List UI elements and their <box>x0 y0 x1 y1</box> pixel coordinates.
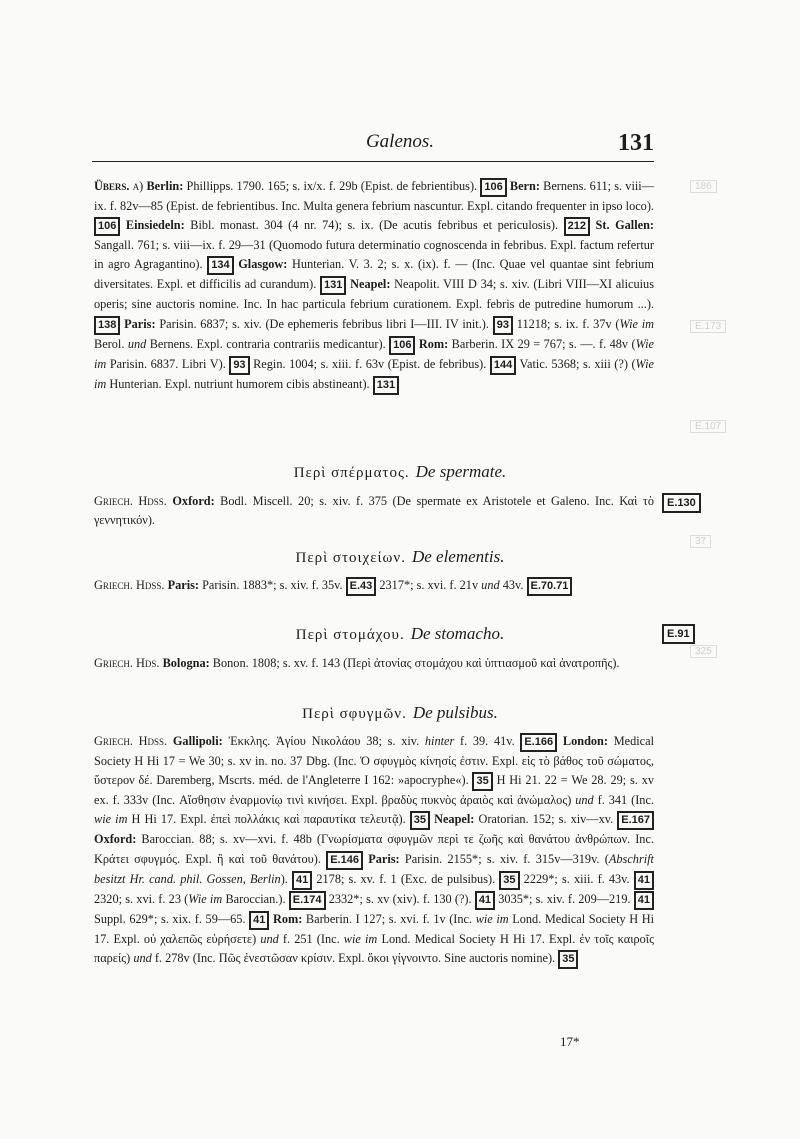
library-label: Paris: <box>124 316 156 331</box>
ref-box: E.146 <box>326 851 363 870</box>
text-italic: Wie im <box>619 316 655 331</box>
signature-mark: 17* <box>560 1034 580 1049</box>
text: f. 39. 41v. <box>454 734 521 748</box>
text-italic: Wie im <box>94 356 654 391</box>
text-italic: wie im <box>475 911 509 926</box>
library-label: Oxford: <box>172 494 215 508</box>
ref-box: 106 <box>94 217 120 236</box>
text-italic: und <box>481 578 500 592</box>
section-label: Griech. Hdss. <box>94 734 168 748</box>
section-heading <box>0 703 800 723</box>
show-through-mark: 186 <box>690 180 717 193</box>
text-italic: und <box>260 931 279 946</box>
text-italic: und <box>133 950 152 965</box>
text: Bernens. Expl. contraria contrariis medicantur). <box>146 336 390 351</box>
text-italic: Abschrift besitzt Hr. cand. phil. Gossen, Berlin <box>94 851 654 886</box>
library-label: Paris: <box>368 851 400 866</box>
library-label: Rom: <box>418 336 449 351</box>
section-elementis <box>94 576 654 596</box>
text: 2332*; s. xv (xiv). f. 130 (?). <box>325 891 475 906</box>
library-label: Glasgow: <box>238 257 288 272</box>
ref-box: 106 <box>480 178 506 197</box>
text: Parisin. 6837; s. xiv. (De ephemeris febribus libri I—III. IV init.). <box>155 316 493 331</box>
show-through-mark: 325 <box>690 645 717 658</box>
text: 2178; s. xv. f. 1 (Exc. de pulsibus). <box>312 871 500 886</box>
text: Suppl. 629*; s. xix. f. 59—65. <box>94 911 250 926</box>
section-spermate <box>94 492 654 530</box>
ref-box: 35 <box>499 871 519 890</box>
text: Parisin. 2155*; s. xiv. f. 315v—319v. ( <box>399 851 609 866</box>
library-label: Neapel: <box>434 812 475 827</box>
ref-box: 35 <box>472 772 492 791</box>
text: Baroccian.). <box>222 891 289 906</box>
library-label: Gallipoli: <box>172 734 223 748</box>
ref-box: 41 <box>475 891 495 910</box>
page-number: 131 <box>618 130 654 156</box>
text: f. 251 (Inc. <box>278 931 344 946</box>
text: Neapolit. VIII D 34; s. xiv. (Libri VIII—XI alicuius operis; sine auctoris nomine. Inc. In hac particula febrium curationem. Expl. febris de putredine humorum ...). <box>94 277 654 312</box>
text: Barberin. IX 29 = 767; s. —. f. 48v ( <box>448 336 636 351</box>
text: Barberin. I 127; s. xvi. f. 1v (Inc. <box>302 911 476 926</box>
text: Bernens. 611; s. viii—ix. f. 82v—85 (Epist. de febrientibus. Inc. Multa genera febrium nascuntur. Expl. citando frequenter in ipso loco). <box>94 179 654 213</box>
ref-box: E.70.71 <box>527 577 573 596</box>
ref-box: 131 <box>320 276 346 295</box>
text: Ἐκκλης. Ἁγίου Νικολάου 38; s. xiv. <box>222 734 425 748</box>
heading-greek: Περὶ σφυγμῶν. <box>302 706 407 722</box>
text-italic: Wie im <box>188 891 223 906</box>
section-pulsibus <box>94 732 654 969</box>
library-label: Berlin: <box>146 179 184 193</box>
heading-latin: De pulsibus. <box>412 703 498 722</box>
text-italic: und <box>575 793 594 808</box>
ref-box: 41 <box>249 911 269 930</box>
library-label: Bern: <box>509 179 540 193</box>
text: a) <box>129 179 147 193</box>
section-label: Griech. Hdss. <box>94 494 167 508</box>
text: Hunterian. Expl. nutriunt humorem cibis abstineant). <box>106 376 373 391</box>
heading-greek: Περὶ στοιχείων. <box>295 550 406 566</box>
text: Bodl. Miscell. 20; s. xiv. f. 375 (De spermate ex Aristotele et Galeno. Inc. Καὶ τὸ γεννητικόν). <box>94 494 654 528</box>
library-label: London: <box>562 734 608 748</box>
show-through-mark: E.107 <box>690 420 726 433</box>
text: Lond. Medical Society H Hi 17. Expl. οὐ χαλεπῶς εὑρήσετε) <box>94 911 654 946</box>
text: Parisin. 6837. Libri V). <box>106 356 230 371</box>
ref-box: 144 <box>490 356 516 375</box>
ref-box: 134 <box>207 256 233 275</box>
heading-latin: De stomacho. <box>410 624 505 643</box>
ref-box: 41 <box>634 891 654 910</box>
ref-box: 93 <box>229 356 249 375</box>
text: Bibl. monast. 304 (4 nr. 74); s. ix. (De acutis febribus et periculosis). <box>184 218 564 233</box>
section-label: Griech. Hds. <box>94 656 160 670</box>
ref-box: 138 <box>94 316 120 335</box>
text: ). <box>280 871 292 886</box>
library-label: St. Gallen: <box>595 218 655 233</box>
text-italic: Wie im <box>94 336 655 371</box>
ref-box: E.167 <box>617 811 654 830</box>
section-uebers <box>94 177 654 395</box>
ref-box: 93 <box>493 316 513 335</box>
text-italic: wie im <box>343 931 378 946</box>
text: f. 278v (Inc. Πῶς ἐνεστῶσαν κρίσιν. Expl. ὅκοι γίγνοιντο. Sine auctoris nomine). <box>151 950 559 965</box>
text: H Hi 21. 22 = We 28. 29; s. xv ex. f. 333v (Inc. Αἴσθησιν ἐναρμονίῳ τινὶ κινήσει. Expl. βραδὺς πυκνὸς ἀραιὸς καὶ ἀνώμαλος) <box>94 773 654 808</box>
section-label: Übers. <box>94 179 130 193</box>
text: 2317*; s. xvi. f. 21v <box>376 578 482 592</box>
show-through-mark: 37 <box>690 535 711 548</box>
text: Phillipps. 1790. 165; s. ix/x. f. 29b (Epist. de febrientibus). <box>183 179 481 193</box>
library-label: Einsiedeln: <box>125 218 185 233</box>
text-italic: hinter <box>424 734 455 748</box>
margin-ref-box: E.91 <box>662 624 695 644</box>
heading-greek: Περὶ σπέρματος. <box>293 465 410 481</box>
running-header: Galenos. <box>365 131 435 152</box>
text: Parisin. 1883*; s. xiv. f. 35v. <box>199 578 346 592</box>
section-heading <box>0 547 800 567</box>
heading-latin: De spermate. <box>415 462 507 481</box>
text-italic: wie im <box>94 812 128 827</box>
ref-box: E.166 <box>520 733 557 752</box>
library-label: Neapel: <box>350 277 391 292</box>
library-label: Bologna: <box>162 656 210 670</box>
text: Regin. 1004; s. xiii. f. 63v (Epist. de febribus). <box>249 356 490 371</box>
text: Medical Society H Hi 17 = We 30; s. xv in. no. 37 Dbg. (Inc. Ὁ σφυγμὸς κίνησίς ἐστιν. Expl. εἰς τὸ βάθος τοῦ σώματος, ὕστερον δέ. Daremberg, Mscrts. méd. de l'Angleterre I 162: »apocryphe«). <box>94 734 655 788</box>
text: H Hi 17. Expl. ἐπεὶ πολλάκις καὶ παραυτίκα τελευτᾷ). <box>127 812 410 827</box>
text: Vatic. 5368; s. xiii (?) ( <box>516 356 636 371</box>
text: 3035*; s. xiv. f. 209—219. <box>495 891 634 906</box>
text: 2320; s. xvi. f. 23 ( <box>94 891 189 906</box>
ref-box: 35 <box>558 950 578 969</box>
heading-greek: Περὶ στομάχου. <box>295 627 405 643</box>
text: 43v. <box>499 578 527 592</box>
ref-box: 212 <box>564 217 590 236</box>
section-label: Griech. Hdss. <box>94 578 165 592</box>
show-through-mark: E.173 <box>690 320 726 333</box>
ref-box: 41 <box>634 871 654 890</box>
library-label: Oxford: <box>94 832 137 847</box>
text: Lond. Medical Society H Hi 17. Expl. ἐν τοῖς καιροῖς παρείς) <box>94 931 654 965</box>
ref-box: 131 <box>373 376 399 395</box>
margin-ref-box: E.130 <box>662 493 701 513</box>
text: Bonon. 1808; s. xv. f. 143 (Περὶ ἀτονίας στομάχου καὶ ὑπτιασμοῦ καὶ ἀνατροπῆς). <box>209 656 620 670</box>
section-stomacho <box>94 654 654 673</box>
text: Baroccian. 88; s. xv—xvi. f. 48b (Γνωρίσματα σφυγμῶν περὶ τε ζωῆς καὶ θανάτου ἀνθρώπων. Inc. Κράτει σφυγμός. Expl. ἢ καὶ τοῦ θανάτου). <box>94 832 654 866</box>
text-italic: und <box>127 336 147 351</box>
text: 11218; s. ix. f. 37v ( <box>512 316 620 331</box>
heading-latin: De elementis. <box>411 547 505 566</box>
ref-box: E.174 <box>289 891 326 910</box>
ref-box: 106 <box>389 336 415 355</box>
ref-box: 41 <box>292 871 312 890</box>
text: f. 341 (Inc. <box>593 793 654 808</box>
text: Oratorian. 152; s. xiv—xv. <box>474 812 618 827</box>
header-rule <box>92 161 654 162</box>
text: 2229*; s. xiii. f. 43v. <box>519 871 634 886</box>
ref-box: E.43 <box>346 577 377 596</box>
ref-box: 35 <box>410 811 430 830</box>
library-label: Rom: <box>272 911 303 926</box>
text: Sangall. 761; s. viii—ix. f. 29—31 (Quomodo futura determinatio cognoscenda in febribus. Expl. factum refertur in agro Agragantino). <box>94 238 654 272</box>
library-label: Paris: <box>167 578 199 592</box>
section-heading <box>0 462 800 482</box>
text: Hunterian. V. 3. 2; s. x. (ix). f. — (Inc. Quae vel quantae sint febrium diversitates. Expl. et difficilis ad curandum). <box>94 257 654 292</box>
text: Berol. <box>94 336 128 351</box>
